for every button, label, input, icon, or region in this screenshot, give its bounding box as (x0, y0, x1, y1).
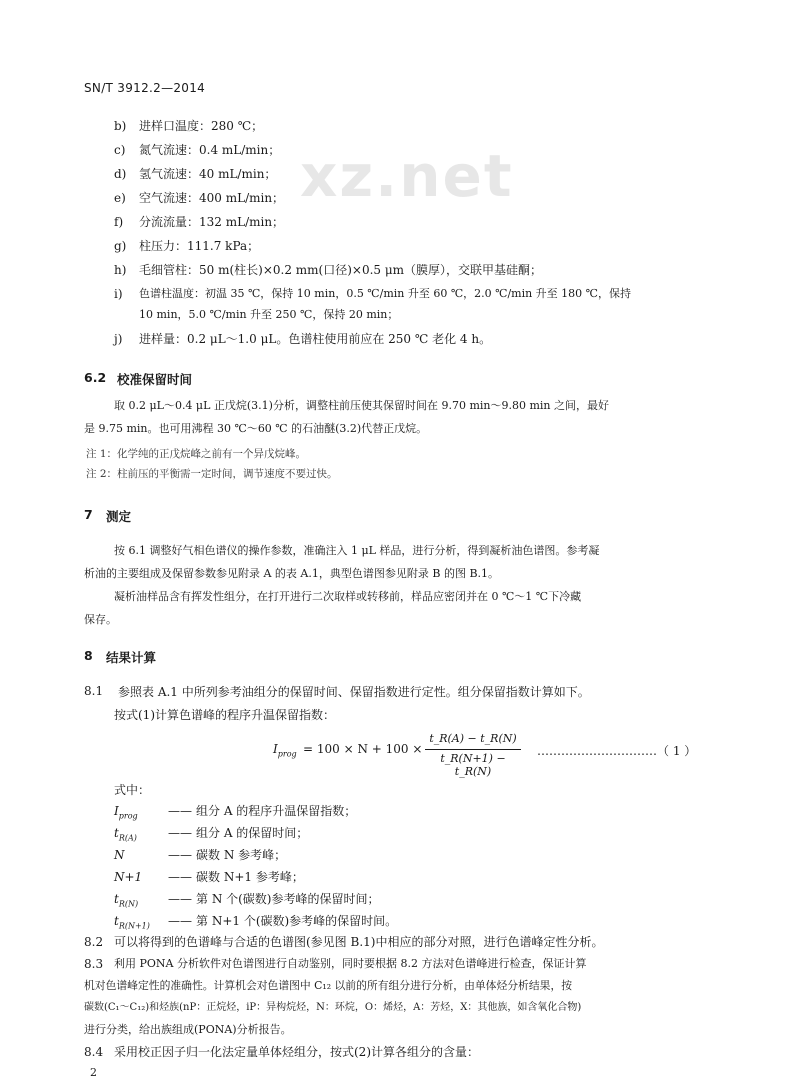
variable-dash: —— (168, 914, 192, 928)
variable-dash: —— (168, 848, 192, 862)
variable-symbol: N (114, 848, 125, 862)
note: 注 2：柱前压的平衡需一定时间，调节速度不要过快。 (86, 468, 338, 480)
paragraph-line: 按式(1)计算色谱峰的程序升温保留指数： (114, 708, 335, 722)
subsection-number: 8.1 (84, 684, 104, 698)
formula-middle: = 100 × N + 100 × (303, 742, 423, 756)
list-item-label: d) (114, 167, 127, 181)
paragraph-line: 按 6.1 调整好气相色谱仪的操作参数，准确注入 1 μL 样品，进行分析，得到凝析油色谱图。参考凝 (114, 544, 600, 557)
section-number: 7 (84, 507, 93, 522)
paragraph-line: 采用校正因子归一化法定量单体烃组分，按式(2)计算各组分的含量： (114, 1045, 480, 1059)
list-item-text: 色谱柱温度：初温 35 ℃，保持 10 min，0.5 ℃/min 升至 60 ℃，2.0 ℃/min 升至 180 ℃，保持 (139, 287, 631, 300)
paragraph-line: 凝析油样品含有挥发性组分，在打开进行二次取样或转移前，样品应密闭并在 0 ℃～1 ℃下冷藏 (114, 590, 582, 603)
subsection-number: 8.4 (84, 1045, 104, 1059)
paragraph-line: 取 0.2 μL～0.4 μL 正戊烷(3.1)分析，调整柱前压使其保留时间在 9.70 min～9.80 min 之间，最好 (114, 399, 609, 412)
list-item-text: 氢气流速：40 mL/min； (139, 167, 277, 181)
list-item-text: 毛细管柱：50 m(柱长)×0.2 mm(口径)×0.5 μm（膜厚），交联甲基硅酮； (139, 263, 543, 277)
paragraph-line: 是 9.75 min。也可用沸程 30 ℃～60 ℃ 的石油醚(3.2)代替正戊烷。 (84, 422, 428, 435)
variable-symbol: $t_{R(N+1)}$ (114, 914, 150, 931)
variable-desc: 组分 A 的保留时间； (196, 826, 309, 840)
formula-denominator: t_R(N+1) − t_R(N) (440, 752, 506, 778)
equation-number: …………………………（ 1 ） (537, 744, 697, 758)
paragraph-line: 碳数(C₁～C₁₂)和烃族(nP：正烷烃，iP：异构烷烃，N：环烷，O：烯烃，A：芳烃，X：其他族，如含氧化合物) (84, 1002, 582, 1013)
variable-desc: 碳数 N+1 参考峰； (196, 870, 304, 884)
fraction-bar (425, 749, 521, 750)
variable-dash: —— (168, 892, 192, 906)
variable-desc: 第 N+1 个(碳数)参考峰的保留时间。 (196, 914, 398, 928)
paragraph-line: 可以将得到的色谱峰与合适的色谱图(参见图 B.1)中相应的部分对照，进行色谱峰定性分析。 (114, 935, 604, 949)
variable-symbol: $t_{R(A)}$ (114, 826, 137, 843)
list-item-label: j) (114, 332, 123, 346)
list-item-text: 空气流速：400 mL/min； (139, 191, 285, 205)
list-item-text: 分流流量：132 mL/min； (139, 215, 285, 229)
paragraph-line: 机对色谱峰定性的准确性。计算机会对色谱图中 C₁₂ 以前的所有组分进行分析，由单体烃分析结果，按 (84, 979, 573, 992)
list-item-label: e) (114, 191, 126, 205)
section-number: 8 (84, 648, 93, 663)
subsection-number: 8.3 (84, 957, 104, 971)
where-label: 式中： (114, 783, 151, 797)
list-item-label: i) (114, 287, 123, 301)
paragraph-line: 进行分类，给出族组成(PONA)分析报告。 (84, 1023, 292, 1036)
list-item-text: 进样口温度：280 ℃； (139, 119, 264, 133)
paragraph-line: 参照表 A.1 中所列参考油组分的保留时间、保留指数进行定性。组分保留指数计算如下。 (118, 685, 590, 699)
variable-desc: 组分 A 的程序升温保留指数； (196, 804, 357, 818)
note: 注 1：化学纯的正戊烷峰之前有一个异戊烷峰。 (86, 448, 307, 460)
variable-symbol: $I_{prog}$ (114, 804, 138, 821)
paragraph-line: 利用 PONA 分析软件对色谱图进行自动鉴别，同时要根据 8.2 方法对色谱峰进行检查，保证计算 (114, 957, 587, 970)
page-number: 2 (90, 1066, 97, 1079)
variable-desc: 碳数 N 参考峰； (196, 848, 287, 862)
section-heading: 校准保留时间 (117, 372, 193, 387)
watermark: xz.net (300, 142, 514, 210)
subsection-number: 8.2 (84, 935, 104, 949)
list-item-label: b) (114, 119, 127, 133)
list-item-label: f) (114, 215, 124, 229)
variable-symbol: N+1 (114, 870, 143, 884)
formula-lhs: $I_{prog}$ (273, 742, 297, 759)
document-code-header: SN/T 3912.2—2014 (84, 81, 206, 95)
variable-dash: —— (168, 870, 192, 884)
variable-desc: 第 N 个(碳数)参考峰的保留时间； (196, 892, 380, 906)
section-number: 6.2 (84, 370, 107, 385)
paragraph-line: 保存。 (84, 613, 117, 626)
list-item-label: c) (114, 143, 126, 157)
list-item-label: h) (114, 263, 127, 277)
list-item-text: 进样量：0.2 μL～1.0 μL。色谱柱使用前应在 250 ℃ 老化 4 h。 (139, 332, 492, 346)
variable-dash: —— (168, 826, 192, 840)
formula-numerator: t_R(A) − t_R(N) (429, 732, 517, 745)
list-item-text: 柱压力：111.7 kPa； (139, 239, 260, 253)
list-item-label: g) (114, 239, 127, 253)
paragraph-line: 析油的主要组成及保留参数参见附录 A 的表 A.1，典型色谱图参见附录 B 的图 B.1。 (84, 567, 500, 580)
list-item-continuation: 10 min，5.0 ℃/min 升至 250 ℃，保持 20 min； (139, 308, 399, 321)
variable-dash: —— (168, 804, 192, 818)
list-item-text: 氮气流速：0.4 mL/min； (139, 143, 281, 157)
variable-symbol: $t_{R(N)}$ (114, 892, 139, 909)
section-heading: 测定 (106, 509, 132, 524)
section-heading: 结果计算 (106, 650, 157, 665)
